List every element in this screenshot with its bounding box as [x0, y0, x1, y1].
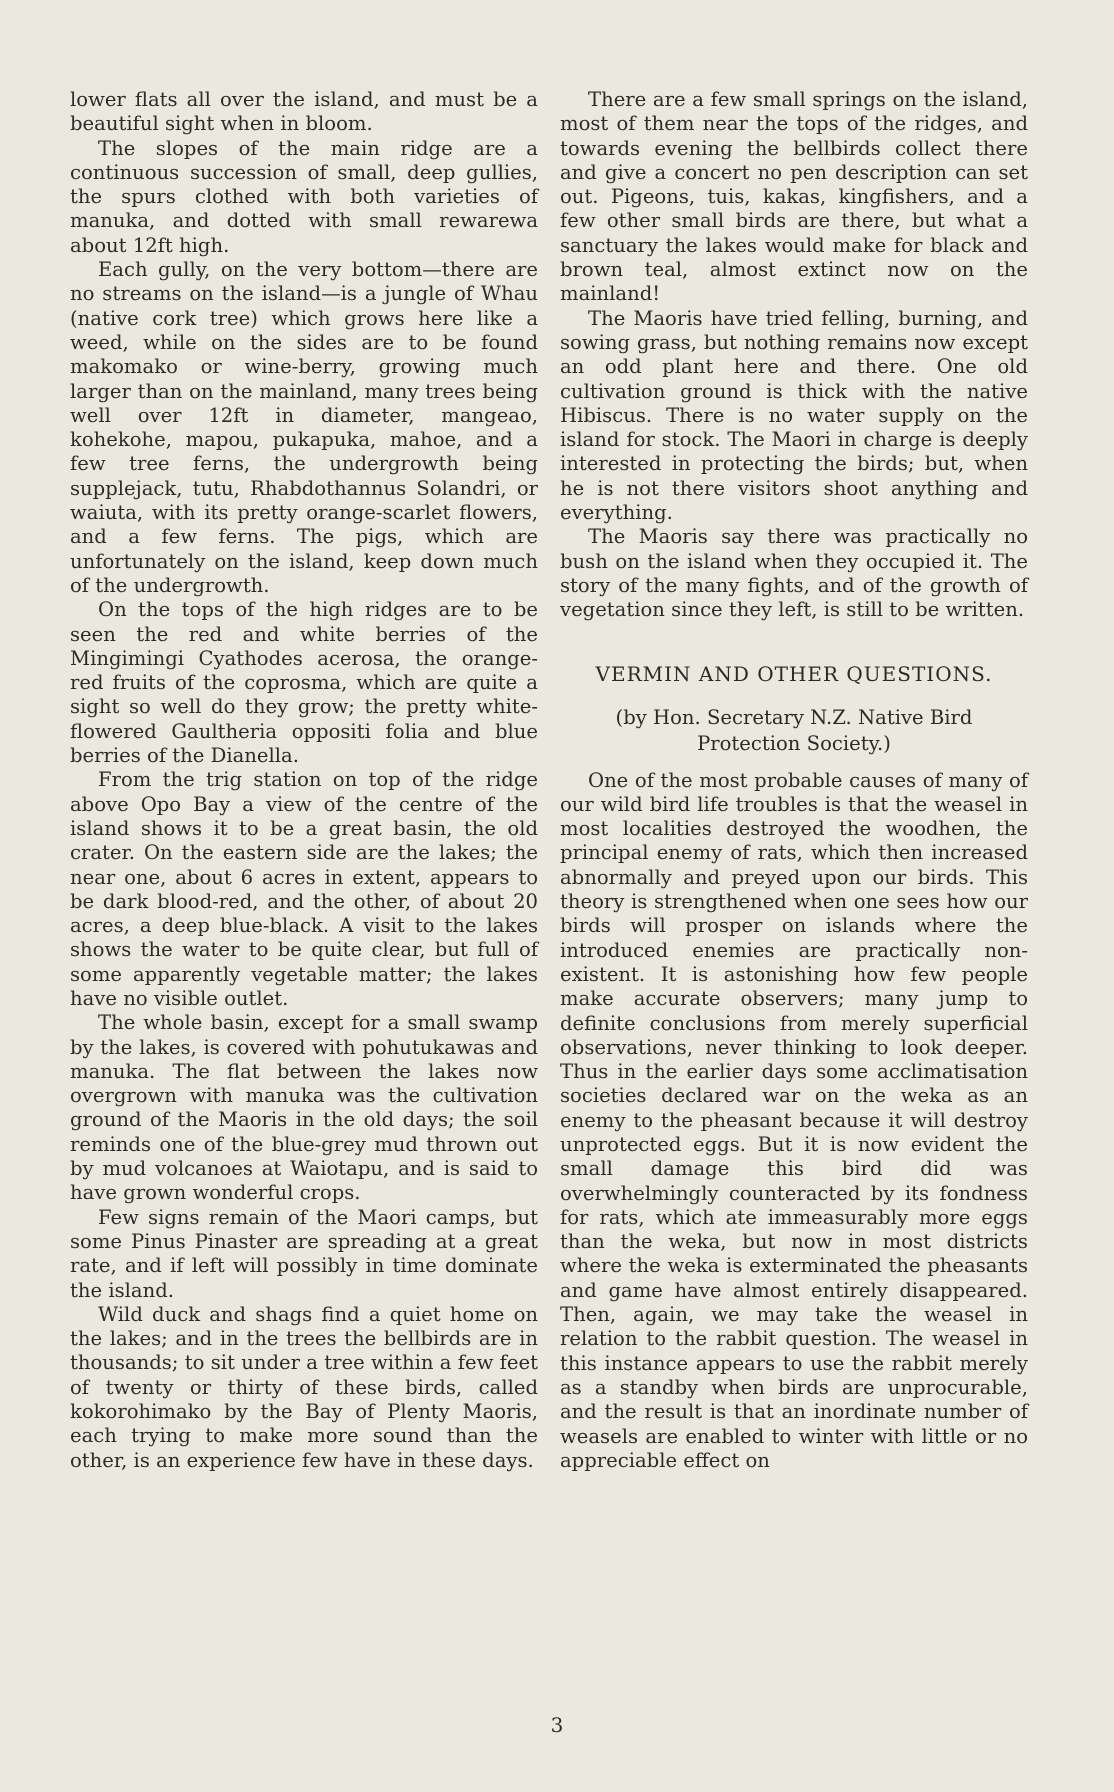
paragraph: From the trig station on top of the ridge above Opo Bay a view of the centre of the island shows it to be a great basin, the old crater. On the eastern side are the lakes; the near one, about 6 acres in extent, appears to be dark blood-red, and the other, of about 20 acres, a deep blue-black. A visit to the lakes shows the water to be quite clear, but full of some apparently vegetable matter; the lakes have no visible outlet. — [70, 768, 538, 1010]
byline: (by Hon. Secretary N.Z. Native Bird Protection Society.) — [615, 705, 973, 755]
paragraph: One of the most probable causes of many of our wild bird life troubles is that the weasel in most localities destroyed the woodhen, the principal enemy of rats, which then increased abnormally and preyed upon our birds. This theory is strengthened when one sees how our birds will prosper on islands where the introduced enemies are practically non-existent. It is astonishing how few people make accurate observers; many jump to definite conclusions from merely superficial observations, never thinking to look deeper. Thus in the earlier days some acclimatisation societies declared war on the weka as an enemy to the pheasant because it will destroy unprotected eggs. But it is now evident the small damage this bird did was overwhelmingly counteracted by its fondness for rats, which ate immeasurably more eggs than the weka, but now in most districts where the weka is exterminated the pheasants and game have almost entirely disappeared. Then, again, we may take the weasel in relation to the rabbit question. The weasel in this instance appears to use the rabbit merely as a standby when birds are unprocurable, and the result is that an inordinate number of weasels are enabled to winter with little or no appreciable effect on — [560, 768, 1028, 1472]
paragraph: There are a few small springs on the island, most of them near the tops of the ridges, and towards evening the bellbirds collect there and give a concert no pen description can set out. Pigeons, tuis, kakas, kingfishers, and a few other small birds are there, but what a sanctuary the lakes would make for black and brown teal, almost extinct now on the mainland! — [560, 88, 1028, 306]
paragraph: The Maoris say there was practically no bush on the island when they occupied it. The story of the many fights, and of the growth of vegetation since they left, is still to be written. — [560, 525, 1028, 622]
section-heading: VERMIN AND OTHER QUESTIONS. — [595, 661, 993, 686]
page-number: 3 — [550, 1713, 564, 1737]
paragraph: Few signs remain of the Maori camps, but some Pinus Pinaster are spreading at a great rate, and if left will possibly in time dominate the island. — [70, 1205, 538, 1302]
right-column — [560, 88, 1028, 1473]
paragraph: The whole basin, except for a small swamp by the lakes, is covered with pohutukawas and manuka. The flat between the lakes now overgrown with manuka was the cultivation ground of the Maoris in the old days; the soil reminds one of the blue-grey mud thrown out by mud volcanoes at Waiotapu, and is said to have grown wonderful crops. — [70, 1011, 538, 1205]
left-column — [70, 88, 538, 1473]
paragraph: Each gully, on the very bottom—there are no streams on the island—is a jungle of Whau (native cork tree) which grows here like a weed, while on the sides are to be found makomako or wine-berry, growing much larger than on the mainland, many trees being well over 12ft in diameter, mangeao, kohekohe, mapou, pukapuka, mahoe, and a few tree ferns, the undergrowth being supplejack, tutu, Rhabdothannus Solandri, or waiuta, with its pretty orange-scarlet flowers, and a few ferns. The pigs, which are unfortunately on the island, keep down much of the undergrowth. — [70, 258, 538, 597]
paragraph: The slopes of the main ridge are a continuous succession of small, deep gullies, the spurs clothed with both varieties of manuka, and dotted with small rewarewa about 12ft high. — [70, 136, 538, 257]
paragraph: The Maoris have tried felling, burning, and sowing grass, but nothing remains now except an odd plant here and there. One old cultivation ground is thick with the native Hibiscus. There is no water supply on the island for stock. The Maori in charge is deeply interested in protecting the birds; but, when he is not there visitors shoot anything and everything. — [560, 306, 1028, 525]
paragraph: lower flats all over the island, and must be a beautiful sight when in bloom. — [70, 88, 538, 136]
paragraph: On the tops of the high ridges are to be seen the red and white berries of the Mingimingi Cyathodes acerosa, the orange-red fruits of the coprosma, which are quite a sight so well do they grow; the pretty white-flowered Gaultheria oppositi folia and blue berries of the Dianella. — [70, 598, 538, 768]
paragraph: Wild duck and shags find a quiet home on the lakes; and in the trees the bellbirds are in thousands; to sit under a tree within a few feet of twenty or thirty of these birds, called kokorohimako by the Bay of Plenty Maoris, each trying to make more sound than the other, is an experience few have in these days. — [70, 1302, 538, 1472]
